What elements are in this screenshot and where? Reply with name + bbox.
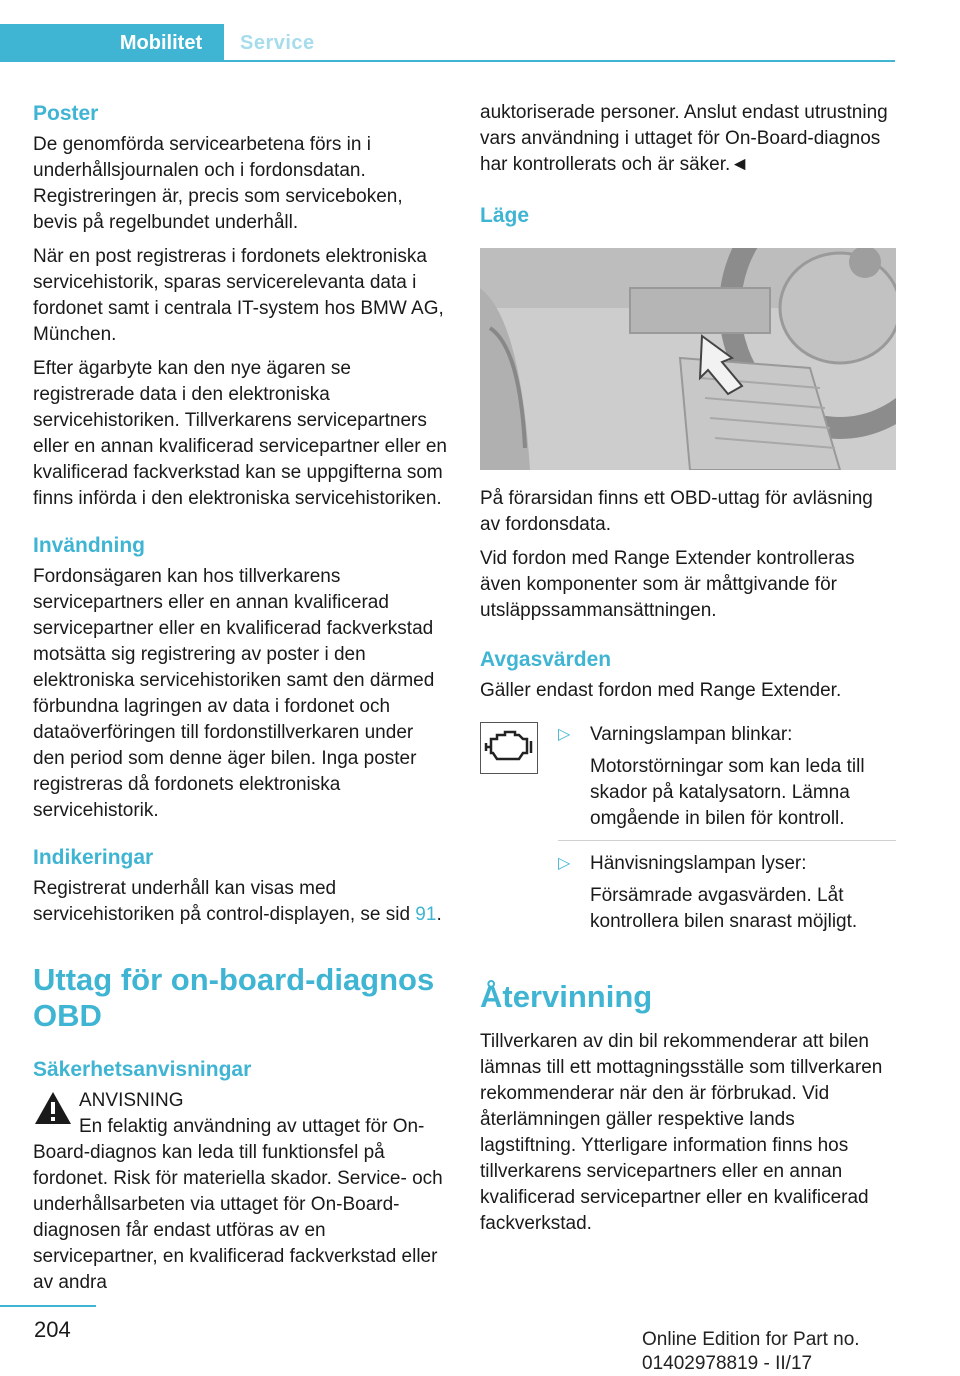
bullet-detail: Försämrade avgasvärden. Låt kontrollera bilen snarast möjligt. — [590, 885, 858, 932]
section-heading-invandning: Invändning — [33, 534, 145, 557]
edition-note: Online Edition for Part no. 01402978819 - II/17 — [642, 1329, 860, 1374]
notice-first-line: En felaktig användning av uttaget för On- — [79, 1116, 425, 1137]
paragraph: Gäller endast fordon med Range Extender. — [480, 680, 842, 701]
section-heading-indikeringar: Indikeringar — [33, 846, 154, 869]
notice-text: Board-diagnos kan leda till funktionsfel på fordonet. Risk för materiella skador. Service- och underhållsarbeten via uttaget för On-Board-diagnosen får endast utföras av en servicepartner, en kvalificerad fackverkstad eller av andra — [33, 1142, 443, 1293]
warning-triangle-icon — [33, 1090, 73, 1126]
tab-service[interactable]: Service — [240, 32, 315, 54]
chapter-heading-atervinning: Återvinning — [480, 979, 653, 1014]
header-rule — [224, 60, 895, 62]
emission-indicator-row — [480, 722, 896, 935]
paragraph: När en post registreras i fordonets elektroniska servicehistorik, sparas servicerelevanta data i fordonet samt i centrala IT-system hos BMW AG, München. — [33, 246, 444, 345]
right-column — [480, 100, 896, 1245]
list-item — [558, 722, 896, 832]
paragraph: De genomförda servicearbetena förs in i underhållsjournalen och i fordonsdatan. Registreringen är, precis som serviceboken, bevis på regelbundet underhåll. — [33, 134, 403, 233]
obd-location-photo — [480, 248, 896, 470]
left-column — [33, 100, 449, 1296]
section-heading-poster: Poster — [33, 102, 99, 125]
paragraph-text: Registrerat underhåll kan visas med servicehistoriken på control-displayen, se sid — [33, 878, 411, 925]
tab-mobilitet[interactable]: Mobilitet — [98, 24, 224, 62]
paragraph: På förarsidan finns ett OBD-uttag för avläsning av fordonsdata. — [480, 488, 873, 535]
list-item — [558, 851, 896, 935]
safety-notice — [33, 1088, 449, 1296]
paragraph: Tillverkaren av din bil rekommenderar att bilen lämnas till ett mottagningsställe som tillverkaren rekommenderar när den är förbrukad. Vid återlämningen gäller respektive lands lagstiftning. Ytterligare information finns hos tillverkarens servicepartners eller en annan kvalificerad servicepartner eller en kvalificerad fackverkstad. — [480, 1031, 883, 1234]
page-number: 204 — [34, 1317, 71, 1342]
chapter-heading-obd: Uttag för on-board-diagnos OBD — [33, 962, 435, 1033]
bullet-triangle-icon: ▷ — [558, 855, 571, 872]
section-heading-lage: Läge — [480, 204, 530, 227]
paragraph: Efter ägarbyte kan den nye ägaren se registrerade data i den elektroniska servicehistoriken. Tillverkarens servicepartners eller en annan kvalificerad servicepartner eller en kvalificerad fackverkstad kan se uppgifterna som finns införda i den elektroniska servicehistoriken. — [33, 358, 448, 509]
page-link[interactable]: 91 — [415, 904, 437, 925]
bullet-detail: Motorstörningar som kan leda till skador på katalysatorn. Lämna omgående in bilen för kontroll. — [590, 756, 865, 829]
notice-label: ANVISNING — [79, 1090, 184, 1111]
paragraph: Vid fordon med Range Extender kontrolleras även komponenter som är måttgivande för utsläppssammansättningen. — [480, 548, 855, 621]
paragraph: auktoriserade personer. Anslut endast utrustning vars användning i uttaget för On-Board-diagnos har kontrollerats och är säker.◄ — [480, 102, 888, 175]
bullet-title: Hänvisningslampan lyser: — [590, 853, 807, 874]
header-color-block — [0, 24, 98, 62]
paragraph: Fordonsägaren kan hos tillverkarens servicepartners eller en annan kvalificerad servicepartner eller en kvalificerad fackverkstad motsätta sig registrering av poster i den elektroniska servicehistoriken samt den därmed förbundna lagringen av data i fordonet och dataöverföringen till fordonstillverkaren under den period som denne äger bilen. Inga poster registreras då fordonets elektroniska servicehistorik. — [33, 566, 435, 821]
period: . — [436, 904, 442, 925]
paragraph-with-link — [33, 876, 449, 928]
engine-check-icon-box — [480, 722, 538, 774]
section-heading-avgasvarden: Avgasvärden — [480, 648, 612, 671]
header-tabbar — [0, 24, 895, 62]
emission-bullet-list — [558, 722, 896, 935]
bullet-title: Varningslampan blinkar: — [590, 724, 793, 745]
obd-location-illustration — [480, 248, 896, 470]
bullet-triangle-icon: ▷ — [558, 726, 571, 743]
engine-check-icon — [481, 723, 536, 772]
divider — [558, 840, 896, 841]
footer-rule — [0, 1305, 96, 1307]
section-heading-sakerhet: Säkerhetsanvisningar — [33, 1058, 252, 1081]
